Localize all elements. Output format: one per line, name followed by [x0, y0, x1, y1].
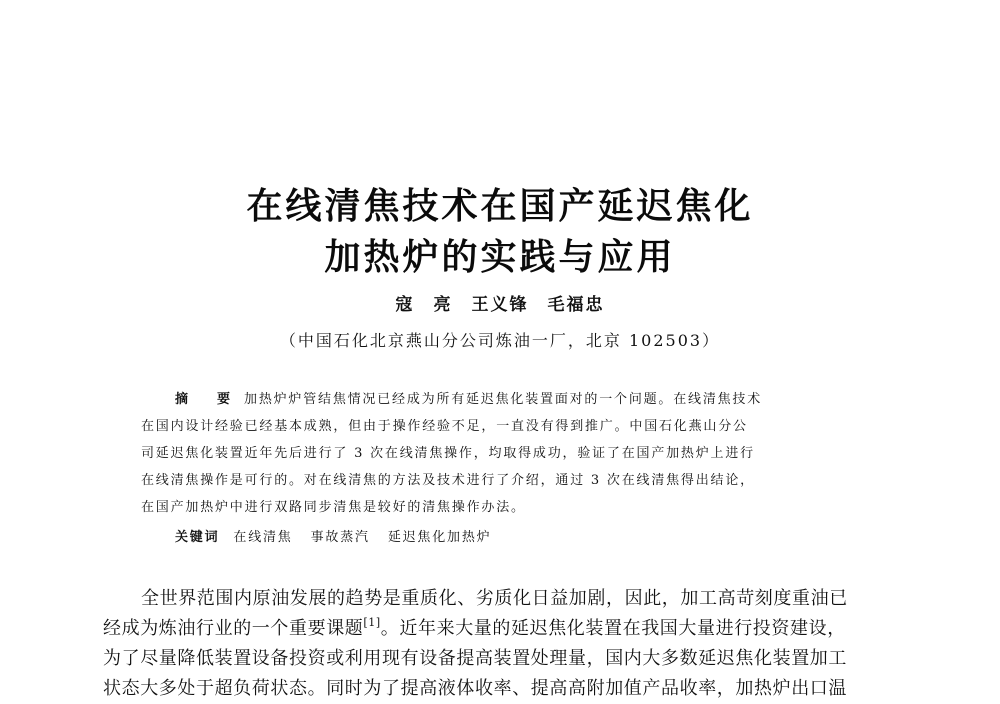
- abstract-label: 摘 要: [175, 392, 239, 407]
- body-line-2: [103, 614, 903, 644]
- body-line-2-text-continued: 。近年来大量的延迟焦化装置在我国大量进行投资建设，: [380, 618, 846, 639]
- abstract-line-2: 在国内设计经验已经基本成熟，但由于操作经验不足，一直没有得到推广。中国石化燕山分公: [141, 419, 748, 434]
- keyword: 在线清焦: [233, 530, 293, 545]
- keyword: 延迟焦化加热炉: [387, 530, 492, 545]
- body-line-1: 全世界范围内原油发展的趋势是重质化、劣质化日益加剧，因此，加工高苛刻度重油已: [141, 588, 848, 609]
- paper-authors: 寇 亮 王义锋 毛福忠: [395, 295, 605, 315]
- body-line-3: 为了尽量降低装置设备投资或利用现有设备提高装置处理量，国内大多数延迟焦化装置加工: [103, 648, 847, 669]
- body-paragraph: [103, 584, 903, 704]
- paper-title-line-2: 加热炉的实践与应用: [324, 237, 676, 278]
- abstract-section: [141, 386, 861, 521]
- abstract-line-1: [141, 386, 861, 413]
- body-line-4: 状态大多处于超负荷状态。同时为了提高液体收率、提高高附加值产品收率，加热炉出口温: [103, 678, 847, 699]
- paper-affiliation: （中国石化北京燕山分公司炼油一厂，北京 102503）: [279, 331, 721, 350]
- abstract-text: 加热炉炉管结焦情况已经成为所有延迟焦化装置面对的一个问题。在线清焦技术: [244, 392, 763, 407]
- keywords-section: [175, 526, 509, 545]
- abstract-line-4: 在线清焦操作是可行的。对在线清焦的方法及技术进行了介绍，通过 3 次在线清焦得出结论，: [141, 473, 755, 488]
- keyword: 事故蒸汽: [310, 530, 370, 545]
- paper-title-line-1: 在线清焦技术在国产延迟焦化: [246, 186, 754, 227]
- abstract-line-5: 在国产加热炉中进行双路同步清焦是较好的清焦操作办法。: [141, 500, 526, 515]
- citation-reference[interactable]: [1]: [363, 616, 381, 629]
- keywords-label: 关键词: [175, 530, 220, 545]
- abstract-line-3: 司延迟焦化装置近年先后进行了 3 次在线清焦操作，均取得成功，验证了在国产加热炉上进行: [141, 446, 755, 461]
- body-line-2-text: 经成为炼油行业的一个重要课题: [103, 618, 364, 639]
